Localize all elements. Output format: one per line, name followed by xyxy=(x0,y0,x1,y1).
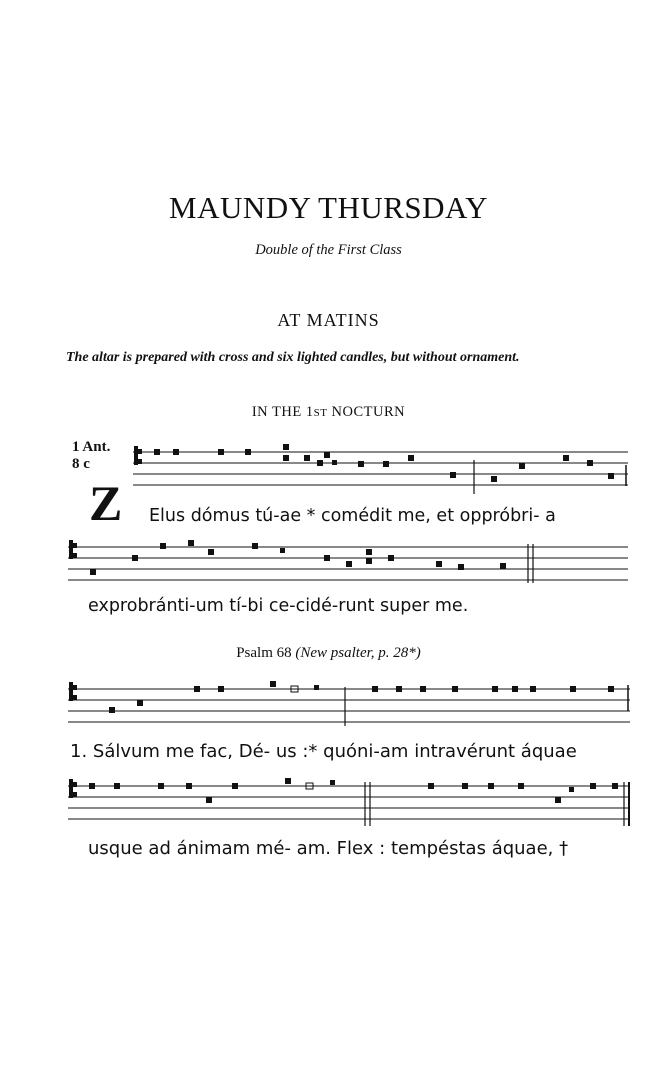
psalm-verse-1-line-2: usque ad ánimam mé- am. Flex : tempéstas áquae, † xyxy=(88,838,569,859)
clef-icon xyxy=(69,779,77,798)
antiphon-initial: Z xyxy=(89,475,123,531)
nocturn-ordinal: ST xyxy=(313,407,328,419)
psalm-verse-1-line-1: 1. Sálvum me fac, Dé- us :* quóni-am intravérunt áquae xyxy=(70,741,577,762)
rank-subtitle: Double of the First Class xyxy=(255,242,402,258)
antiphon-lyric-line-2: exprobránti-um tí-bi ce-cidé-runt super me. xyxy=(88,596,469,616)
nocturn-prefix: IN THE 1 xyxy=(251,404,314,420)
psalm-label: Psalm 68 xyxy=(236,645,296,661)
antiphon-lyric-line-1: Elus dómus tú-ae * comédit me, et oppróbri- a xyxy=(149,506,556,526)
antiphon-mode: 8 c xyxy=(72,456,90,472)
antiphon-number: 1 Ant. xyxy=(72,439,111,455)
psalm-reference: (New psalter, p. 28*) xyxy=(295,645,421,661)
office-heading: AT MATINS xyxy=(277,310,380,330)
nocturn-suffix: NOCTURN xyxy=(327,404,406,420)
page-title: MAUNDY THURSDAY xyxy=(169,190,488,225)
rubric: The altar is prepared with cross and six lighted candles, but without ornament. xyxy=(66,350,520,365)
